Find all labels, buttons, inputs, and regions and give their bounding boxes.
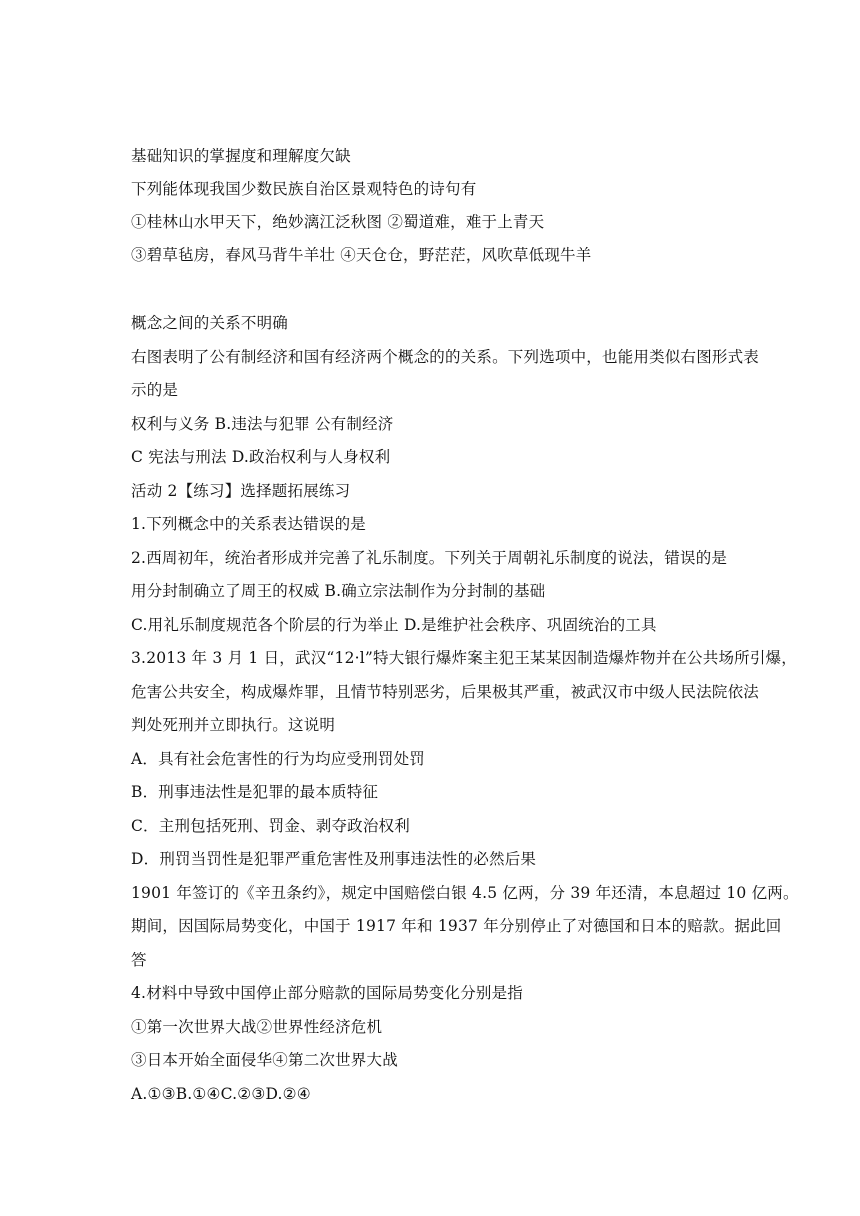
text-line: D．刑罚当罚性是犯罪严重危害性及刑事违法性的必然后果 [131,850,537,868]
text-line: ③碧草毡房，春风马背牛羊壮 ④天仓仓，野茫茫，风吹草低现牛羊 [131,246,592,264]
text-line: 1.下列概念中的关系表达错误的是 [131,515,366,533]
text-line: A.①③B.①④C.②③D.②④ [131,1085,311,1103]
text-line: 示的是 [131,381,179,399]
text-line: 权利与义务 B.违法与犯罪 公有制经济 [131,415,394,433]
text-line: C 宪法与刑法 D.政治权利与人身权利 [131,448,391,466]
text-line: 3.2013 年 3 月 1 日，武汉“12·l”特大银行爆炸案主犯王某某因制造爆炸物并在公共场所引爆， [131,649,797,667]
text-line: C．主刑包括死刑、罚金、剥夺政治权利 [131,817,410,835]
text-line: 答 [131,951,147,969]
text-line: 概念之间的关系不明确 [131,314,289,332]
text-line: 期间，因国际局势变化，中国于 1917 年和 1937 年分别停止了对德国和日本的赔款。据此回 [131,917,782,935]
text-line: 用分封制确立了周王的权威 B.确立宗法制作为分封制的基础 [131,582,546,600]
text-line: 活动 2【练习】选择题拓展练习 [131,482,351,500]
text-line: 危害公共安全，构成爆炸罪，且情节特别恶劣，后果极其严重，被武汉市中级人民法院依法 [131,683,760,701]
text-line: B．刑事违法性是犯罪的最本质特征 [131,783,379,801]
text-line: A．具有社会危害性的行为均应受刑罚处罚 [131,750,425,768]
text-line: 下列能体现我国少数民族自治区景观特色的诗句有 [131,180,477,198]
text-line: C.用礼乐制度规范各个阶层的行为举止 D.是维护社会秩序、巩固统治的工具 [131,616,657,634]
text-line: 1901 年签订的《辛丑条约》，规定中国赔偿白银 4.5 亿两，分 39 年还清，本息超过 10 亿两。 [131,884,799,902]
text-line: ①桂林山水甲天下，绝妙漓江泛秋图 ②蜀道难，难于上青天 [131,213,545,231]
text-line: 右图表明了公有制经济和国有经济两个概念的的关系。下列选项中，也能用类似右图形式表 [131,348,760,366]
text-line: ③日本开始全面侵华④第二次世界大战 [131,1051,398,1069]
text-line: 2.西周初年，统治者形成并完善了礼乐制度。下列关于周朝礼乐制度的说法，错误的是 [131,549,728,567]
text-line: 基础知识的掌握度和理解度欠缺 [131,147,351,165]
text-line: 4.材料中导致中国停止部分赔款的国际局势变化分别是指 [131,984,523,1002]
text-line: ①第一次世界大战②世界性经济危机 [131,1018,383,1036]
text-line: 判处死刑并立即执行。这说明 [131,716,336,734]
